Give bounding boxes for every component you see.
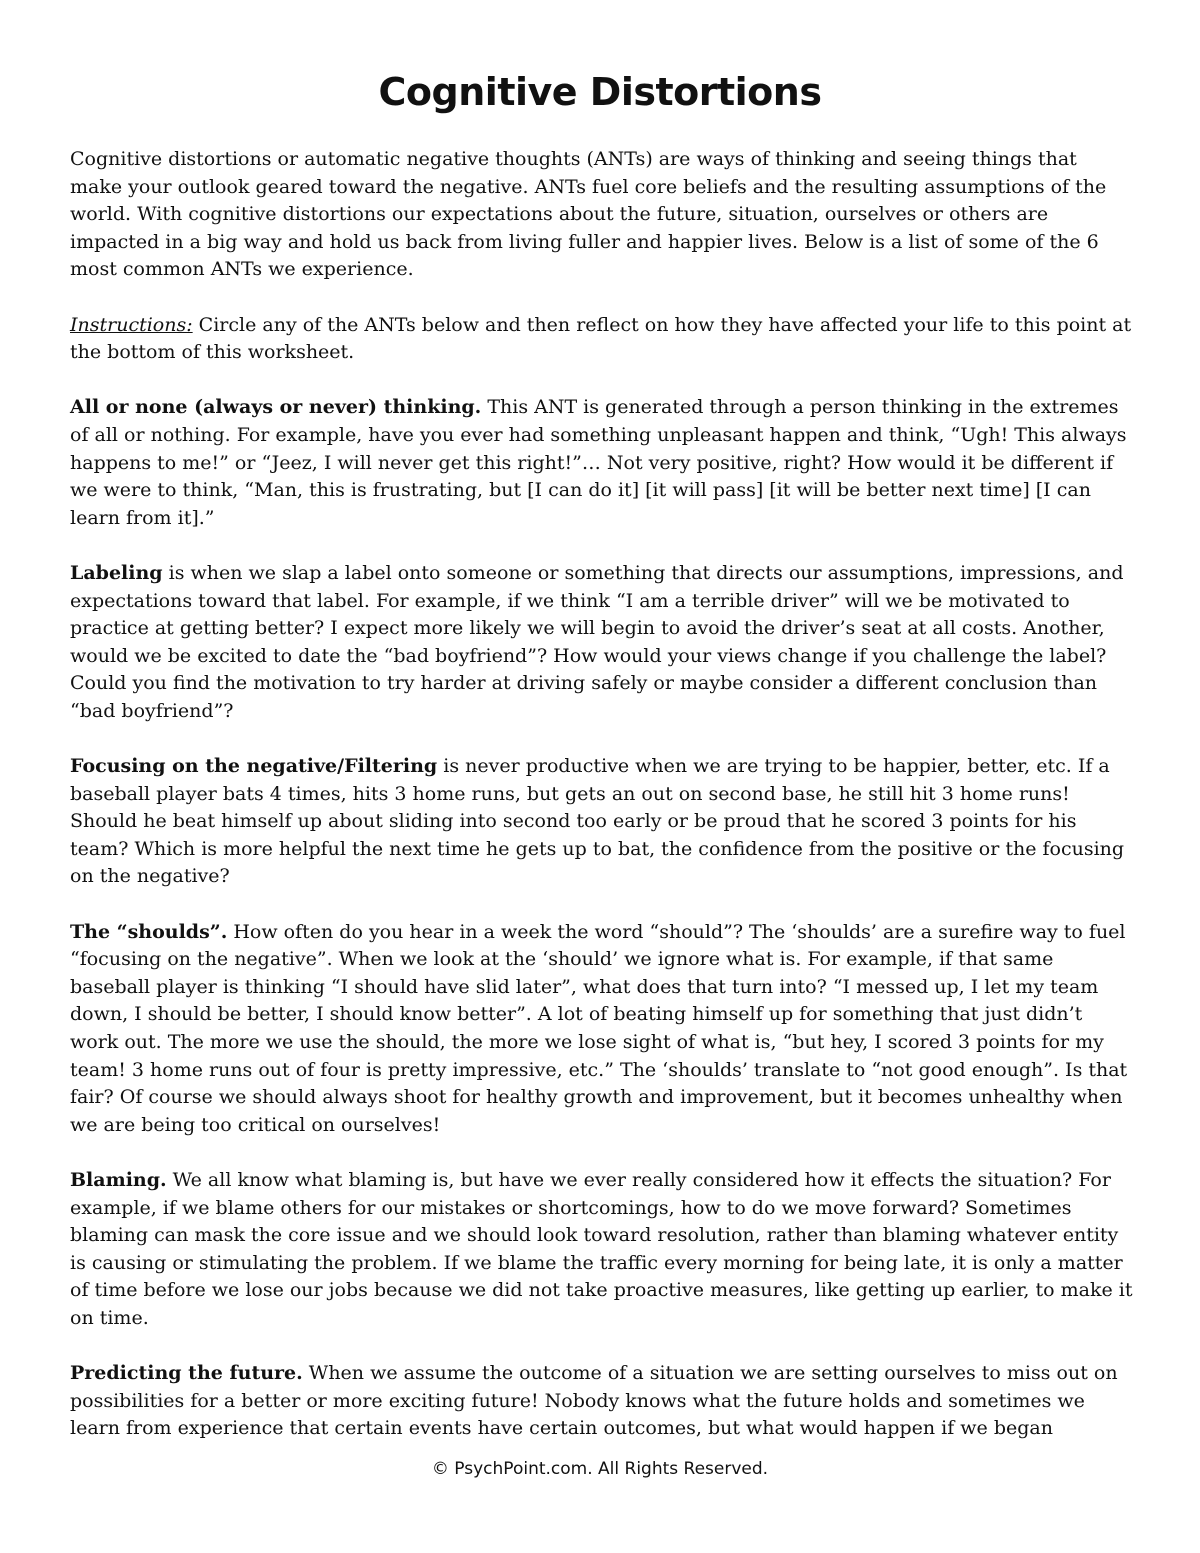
- distortion-title: Labeling: [70, 561, 163, 584]
- distortion-predicting-future: [70, 1360, 1134, 1443]
- instructions-label: Instructions:: [70, 313, 193, 336]
- distortion-text: How often do you hear in a week the word “should”? The ‘shoulds’ are a surefire way to fuel “focusing on the negative”. When we look at the ‘should’ we ignore what is. For example, if that same baseball player is thinking “I should have slid later”, what does that turn into? “I messed up, I let my team down, I should be better, I should know better”. A lot of beating himself up for something that just didn’t work out. The more we use the should, the more we lose sight of what is, “but hey, I scored 3 points for my team! 3 home runs out of four is pretty impressive, etc.” The ‘shoulds’ translate to “not good enough”. Is that fair? Of course we should always shoot for healthy growth and improvement, but it becomes unhealthy when we are being too critical on ourselves!: [70, 920, 1128, 1136]
- distortion-text: is when we slap a label onto someone or something that directs our assumptions, impressions, and expectations toward that label. For example, if we think “I am a terrible driver” will we be motivated to practice at getting better? I expect more likely we will begin to avoid the driver’s seat at all costs. Another, would we be excited to date the “bad boyfriend”? How would your views change if you challenge the label? Could you find the motivation to try harder at driving safely or maybe consider a different conclusion than “bad boyfriend”?: [70, 561, 1124, 722]
- distortion-labeling: [70, 560, 1134, 726]
- distortion-shoulds: [70, 919, 1134, 1140]
- intro-paragraph: Cognitive distortions or automatic negative thoughts (ANTs) are ways of thinking and seeing things that make your outlook geared toward the negative. ANTs fuel core beliefs and the resulting assumptions of the world. With cognitive distortions our expectations about the future, situation, ourselves or others are impacted in a big way and hold us back from living fuller and happier lives. Below is a list of some of the 6 most common ANTs we experience.: [70, 148, 1107, 281]
- distortion-title: Predicting the future.: [70, 1362, 303, 1385]
- distortion-text: is never productive when we are trying to be happier, better, etc. If a baseball player bats 4 times, hits 3 home runs, but gets an out on second base, he still hit 3 home runs! Should he beat himself up about sliding into second too early or be proud that he scored 3 points for his team? Which is more helpful the next time he gets up to bat, the confidence from the positive or the focusing on the negative?: [70, 755, 1125, 888]
- distortion-all-or-none: [70, 394, 1134, 532]
- page-title: Cognitive Distortions: [378, 70, 822, 114]
- distortion-blaming: [70, 1167, 1134, 1333]
- distortion-filtering: [70, 753, 1134, 891]
- instructions-text: Circle any of the ANTs below and then reflect on how they have affected your life to this point at the bottom of this worksheet.: [70, 313, 1132, 364]
- distortion-title: The “shoulds”.: [70, 920, 228, 943]
- distortion-text: We all know what blaming is, but have we ever really considered how it effects the situation? For example, if we blame others for our mistakes or shortcomings, how to do we move forward? Sometimes blaming can mask the core issue and we should look toward resolution, rather than blaming whatever entity is causing or stimulating the problem. If we blame the traffic every morning for being late, it is only a matter of time before we lose our jobs because we did not take proactive measures, like getting up earlier, to make it on time.: [70, 1168, 1133, 1329]
- distortion-text: When we assume the outcome of a situation we are setting ourselves to miss out on possibilities for a better or more exciting future! Nobody knows what the future holds and sometimes we learn from experience that certain events have certain outcomes, but what would happen if we began: [70, 1362, 1118, 1440]
- instructions-paragraph: [70, 312, 1134, 367]
- distortion-title: All or none (always or never) thinking.: [70, 396, 482, 419]
- distortion-title: Focusing on the negative/Filtering: [70, 755, 438, 778]
- document-body: [70, 146, 1134, 1471]
- distortion-text: This ANT is generated through a person thinking in the extremes of all or nothing. For example, have you ever had something unpleasant happen and think, “Ugh! This always happens to me!” or “Jeez, I will never get this right!”… Not very positive, right? How would it be different if we were to think, “Man, this is frustrating, but [I can do it] [it will pass] [it will be better next time] [I can learn from it].”: [70, 396, 1127, 529]
- copyright-footer: © PsychPoint.com. All Rights Reserved.: [431, 1459, 769, 1479]
- distortion-title: Blaming.: [70, 1168, 167, 1191]
